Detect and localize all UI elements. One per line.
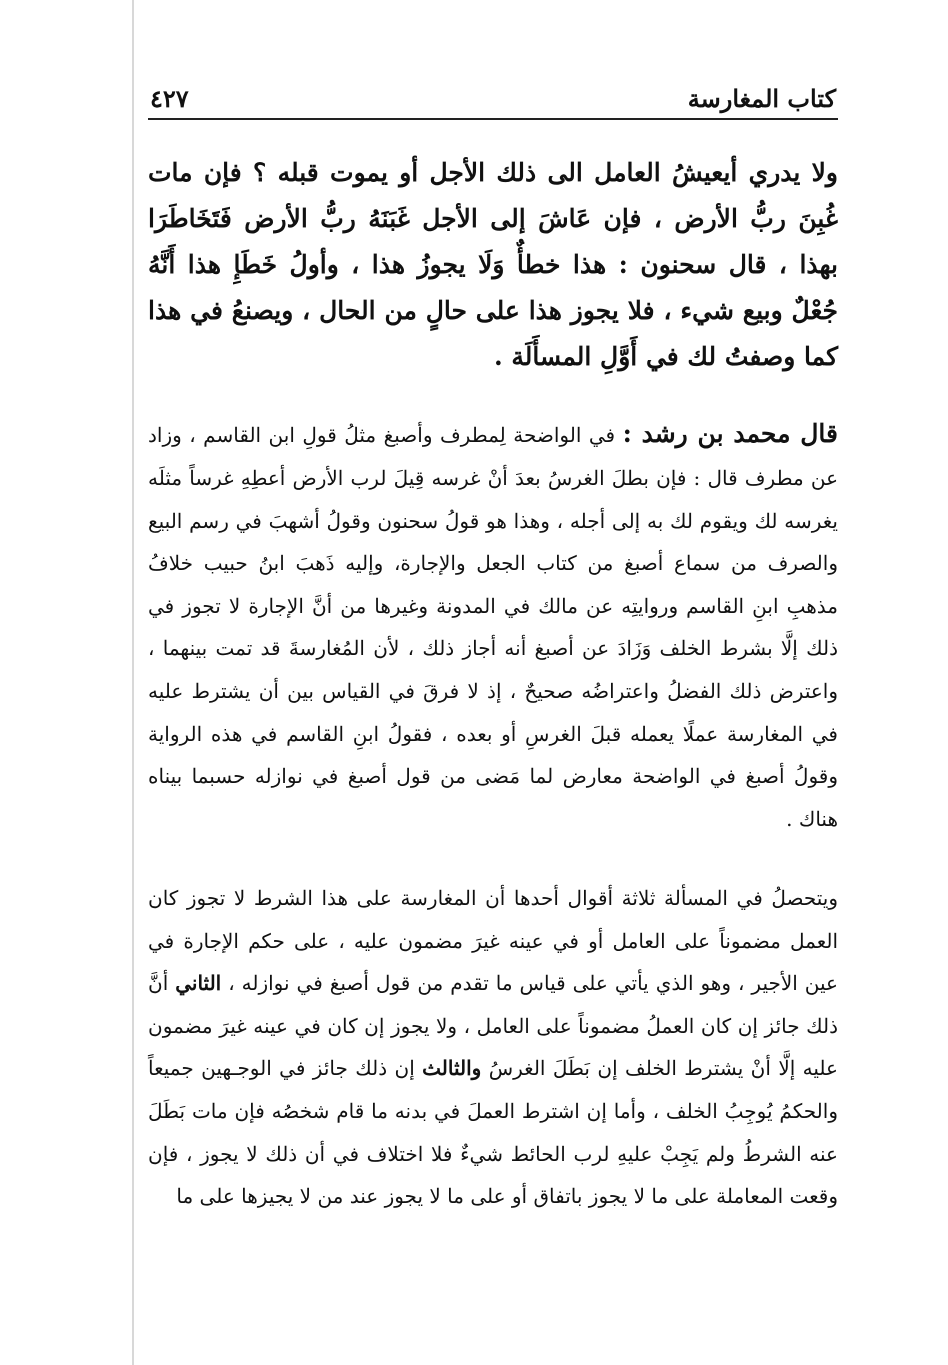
page-header [148, 82, 838, 120]
paragraph-commentary [148, 411, 838, 840]
third-opinion-label: والثالث [422, 1056, 482, 1081]
running-title: كتاب المغارسة [687, 84, 836, 113]
second-opinion-label: الثاني [175, 971, 222, 996]
commentary-body: في الواضحة لِمطرف وأصبغ مثلُ قولِ ابن القاسم ، وزاد عن مطرف قال : فإن بطلَ الغرسُ بعدَ أنْ غرسه قِيلَ لرب الأرض أعطِهِ غرساً مثلَه يغرسه لك ويقوم لك به إلى أجله ، وهذا هو قولُ سحنون وقولُ أشهبَ في رسم البيع والصرف من سماع أصبغ من كتاب الجعل والإجارة، وإليه ذَهبَ ابنُ حبيب خلافُ مذهبِ ابنِ القاسم وروايتِه عن مالك في المدونة وغيرها من أنَّ الإجارة لا تجوز في ذلك إلَّا بشرط الخلف وَزَادَ عن أصبغ أنه أجاز ذلك ، لأن المُغارسةَ قد تمت بينهما ، واعترض ذلك الفضلُ واعتراضُه صحيحٌ ، إذ لا فرقَ في القياس بين أن يشترط عليه في المغارسة عملًا يعمله قبلَ الغرسِ أو بعده ، فقولُ ابنِ القاسم في هذه الرواية وقولُ أصبغ في الواضحة معارض لما مَضى من قول أصبغ في نوازله حسبما بيناه هناك . [148, 423, 838, 831]
page-binding-line [132, 0, 134, 1365]
commentary-lead: قال محمد بن رشد : [622, 419, 838, 448]
conclusion-part-b: أنَّ ذلك جائز إن كان العملُ مضموناً على العامل ، ولا يجوز إن كان في عينه غيرَ مضمون عليه إلَّا أنْ يشترط الخلف إن بَطَلَ الغرسُ [148, 971, 838, 1081]
paragraph-continuation: ولا يدري أيعيشُ العامل الى ذلك الأجل أو يموت قبله ؟ فإن مات غُبِنَ ربُّ الأرض ، فإن عَاشَ إلى الأجل غَبَنَهُ ربُّ الأرض فَتَخَاطَرَا بهذا ، قال سحنون : هذا خطأٌ وَلَا يجوزُ هذا ، وأولُ خَطَإِ هذا أَنَّهُ جُعْلٌ وبيع شيء ، فلا يجوز هذا على حالٍ من الحال ، ويصنعُ في هذا كما وصفتُ لك في أَوَّلِ المسأَلَة . [148, 158, 838, 371]
conclusion-part-c: إن ذلك جائز في الوجـهين جميعاً والحكمُ يُوجِبُ الخلف ، وأما إن اشترط العملَ في بدنه ما قام شخصُه فإن مات بَطَلَ عنه الشرطُ ولم يَجِبْ عليهِ لرب الحائط شيءٌ فلا اختلاف في أن ذلك لا يجوز ، فإن وقعت المعاملة على ما لا يجوز باتفاق أو على ما لا يجوز عند من لا يجيزها على ما [148, 1056, 838, 1209]
paragraph-conclusion [148, 877, 838, 1218]
conclusion-part-a: ويتحصلُ في المسألة ثلاثة أقوال أحدها أن المغارسة على هذا الشرط لا تجوز كان العمل مضموناً على العامل أو في عينه غيرَ مضمون عليه ، على حكم الإجارة في عين الأجير ، وهو الذي يأتي على قياس ما تقدم من قول أصبغ في نوازله ، [148, 886, 839, 996]
page-number: ٤٢٧ [150, 84, 189, 113]
